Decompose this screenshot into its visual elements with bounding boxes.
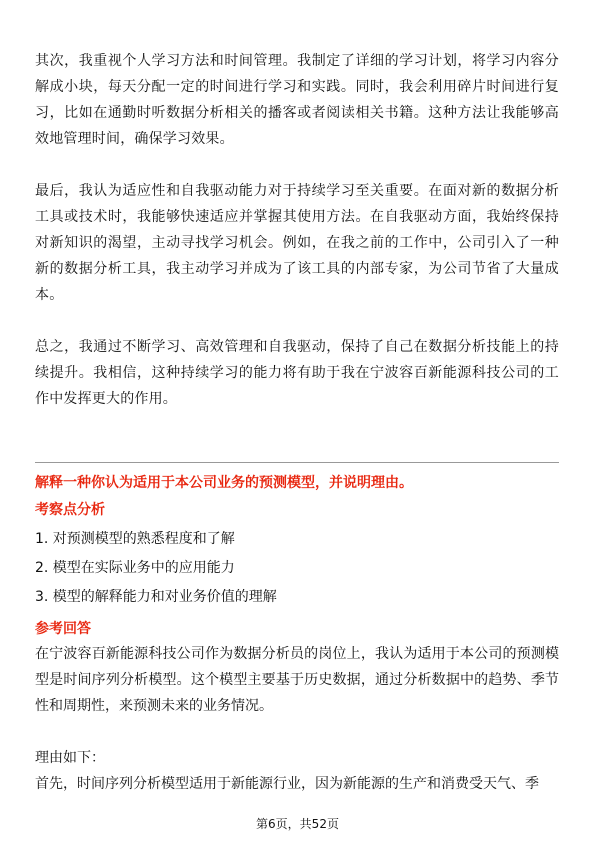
paragraph-spacer	[35, 719, 559, 745]
paragraph-spacer	[35, 308, 559, 334]
analysis-item: 2. 模型在实际业务中的应用能力	[35, 560, 235, 576]
section-divider	[35, 462, 559, 463]
paragraph-study-methods: 其次，我重视个人学习方法和时间管理。我制定了详细的学习计划，将学习内容分解成小块，每天分配一定的时间进行学习和实践。同时，我会利用碎片时间进行复习，比如在通勤时听数据分析相关的播客或者阅读相关书籍。这种方法让我能够高效地管理时间，确保学习效果。	[35, 53, 559, 147]
paragraph-summary: 总之，我通过不断学习、高效管理和自我驱动，保持了自己在数据分析技能上的持续提升。我相信，这种持续学习的能力将有助于我在宁波容百新能源科技公司的工作中发挥更大的作用。	[35, 339, 559, 407]
analysis-item: 1. 对预测模型的熟悉程度和了解	[35, 531, 235, 547]
analysis-item: 3. 模型的解释能力和对业务价值的理解	[35, 589, 277, 605]
analysis-heading: 考察点分析	[35, 502, 105, 518]
reference-answer-paragraph: 在宁波容百新能源科技公司作为数据分析员的岗位上，我认为适用于本公司的预测模型是时间序列分析模型。这个模型主要基于历史数据，通过分析数据中的趋势、季节性和周期性，来预测未来的业务情况。	[35, 646, 559, 714]
question-section	[35, 472, 559, 797]
paragraph-spacer	[35, 152, 559, 178]
intro-section	[35, 48, 559, 412]
page-number: 第6页，共52页	[256, 817, 339, 831]
paragraph-adaptability: 最后，我认为适应性和自我驱动能力对于持续学习至关重要。在面对新的数据分析工具或技术时，我能够快速适应并掌握其使用方法。在自我驱动方面，我始终保持对新知识的渴望，主动寻找学习机会。例如，在我之前的工作中，公司引入了一种新的数据分析工具，我主动学习并成为了该工具的内部专家，为公司节省了大量成本。	[35, 183, 559, 303]
reference-heading: 参考回答	[35, 621, 91, 637]
interview-question: 解释一种你认为适用于本公司业务的预测模型，并说明理由。	[35, 475, 413, 491]
reference-reasons-intro: 理由如下：	[35, 750, 105, 766]
reference-first-reason: 首先，时间序列分析模型适用于新能源行业，因为新能源的生产和消费受天气、季	[35, 776, 539, 792]
